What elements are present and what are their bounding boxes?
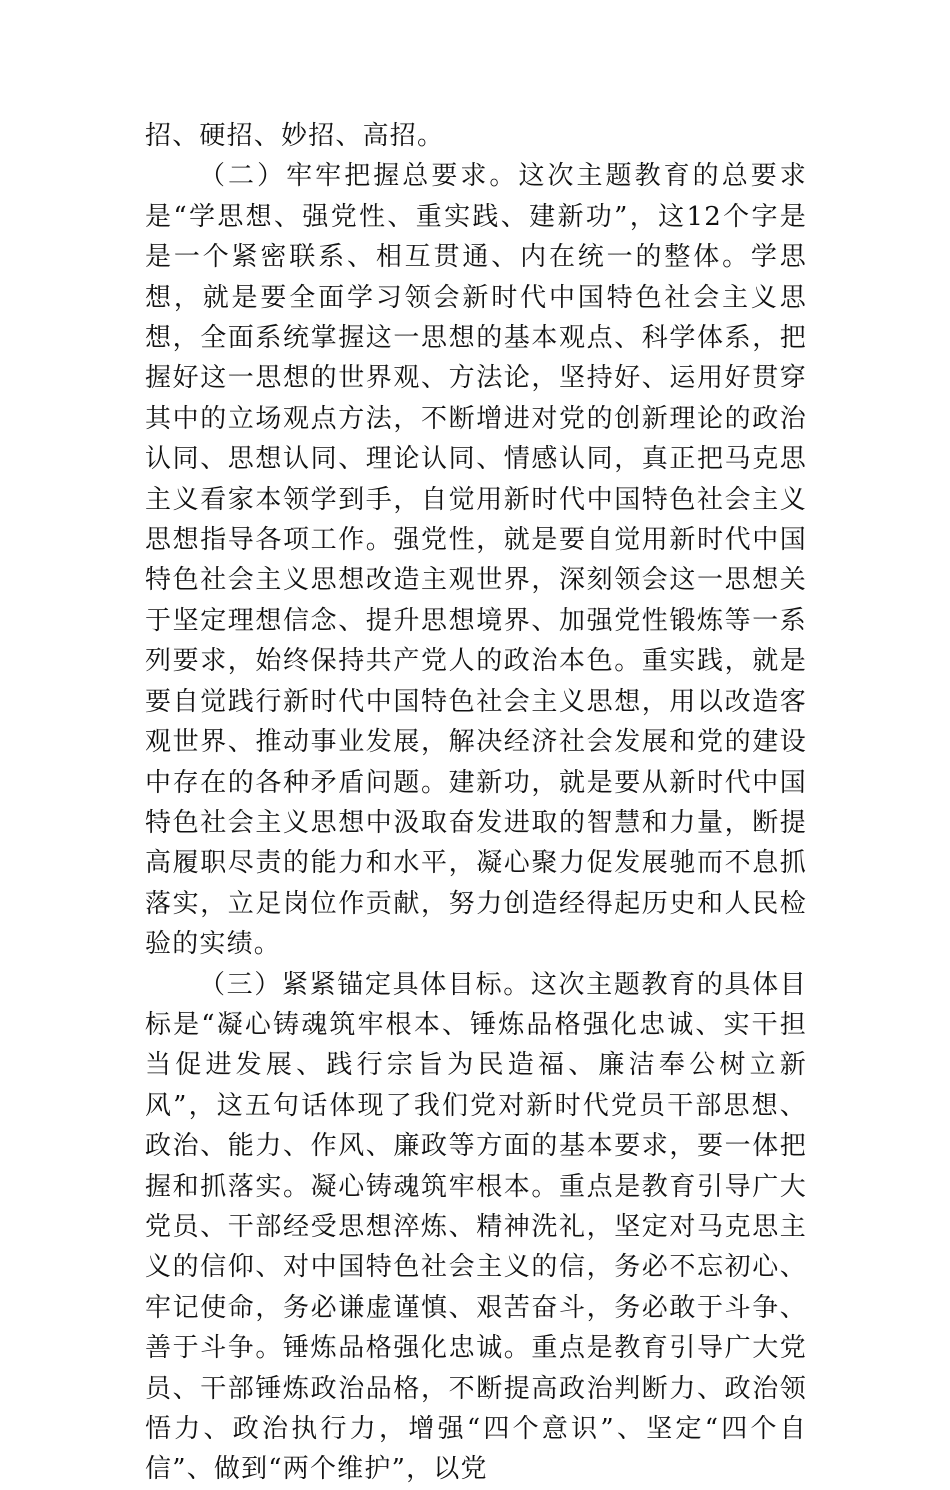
document-body <box>145 116 807 1490</box>
paragraph-section-two: （二）牢牢把握总要求。这次主题教育的总要求是“学思想、强党性、重实践、建新功”，这12个字是是一个紧密联系、相互贯通、内在统一的整体。学思想，就是要全面学习领会新时代中国特色社会主义思想，全面系统掌握这一思想的基本观点、科学体系，把握好这一思想的世界观、方法论，坚持好、运用好贯穿其中的立场观点方法，不断增进对党的创新理论的政治认同、思想认同、理论认同、情感认同，真正把马克思主义看家本领学到手，自觉用新时代中国特色社会主义思想指导各项工作。强党性，就是要自觉用新时代中国特色社会主义思想改造主观世界，深刻领会这一思想关于坚定理想信念、提升思想境界、加强党性锻炼等一系列要求，始终保持共产党人的政治本色。重实践，就是要自觉践行新时代中国特色社会主义思想，用以改造客观世界、推动事业发展，解决经济社会发展和党的建设中存在的各种矛盾问题。建新功，就是要从新时代中国特色社会主义思想中汲取奋发进取的智慧和力量，断提高履职尽责的能力和水平，凝心聚力促发展驰而不息抓落实，立足岗位作贡献，努力创造经得起历史和人民检验的实绩。 <box>145 161 807 960</box>
paragraph-section-three: （三）紧紧锚定具体目标。这次主题教育的具体目标是“凝心铸魂筑牢根本、锤炼品格强化忠诚、实干担当促进发展、践行宗旨为民造福、廉洁奉公树立新风”，这五句话体现了我们党对新时代党员干部思想、政治、能力、作风、廉政等方面的基本要求，要一体把握和抓落实。凝心铸魂筑牢根本。重点是教育引导广大党员、干部经受思想淬炼、精神洗礼，坚定对马克思主义的信仰、对中国特色社会主义的信，务必不忘初心、牢记使命，务必谦虚谨慎、艰苦奋斗，务必敢于斗争、善于斗争。锤炼品格强化忠诚。重点是教育引导广大党员、干部锤炼政治品格，不断提高政治判断力、政治领悟力、政治执行力，增强“四个意识”、坚定“四个自信”、做到“两个维护”，以党 <box>145 969 807 1485</box>
paragraph-continuation: 招、硬招、妙招、高招。 <box>145 121 445 151</box>
